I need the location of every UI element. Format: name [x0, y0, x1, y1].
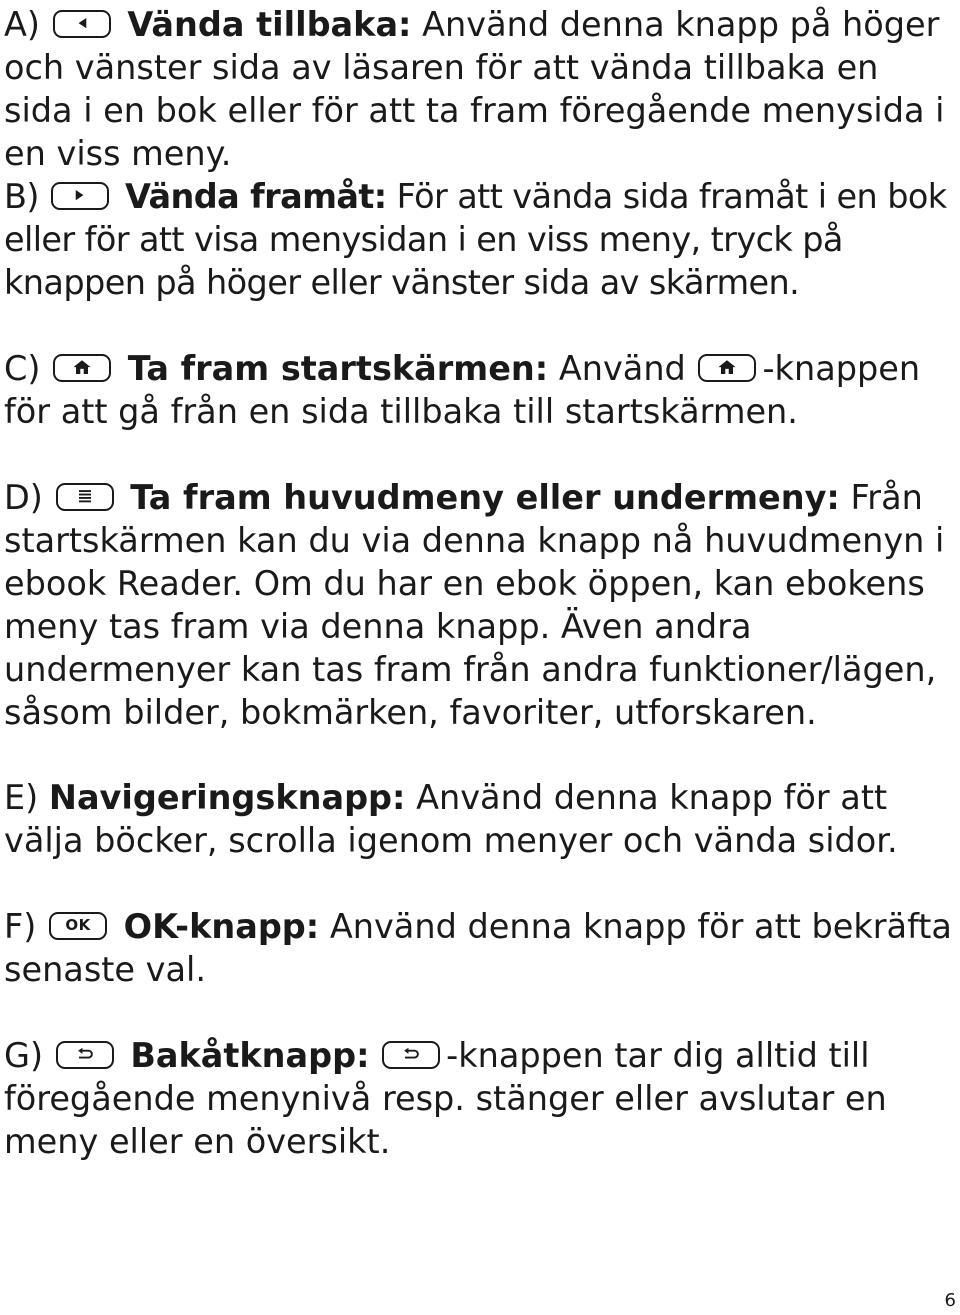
item-body-pre: Använd	[548, 349, 697, 388]
back-icon	[382, 1041, 440, 1069]
item-body: För att vända sida framåt i en bok eller för att visa menysidan i en viss meny, tryck på knappen på höger eller vänster sida av skärmen.	[4, 177, 947, 302]
item-letter: A)	[4, 5, 40, 44]
item-title: Ta fram startskärmen:	[127, 349, 549, 388]
home-icon	[698, 354, 756, 382]
item-title: Vända tillbaka:	[127, 5, 412, 44]
item-b	[4, 175, 952, 304]
menu-icon	[56, 483, 114, 511]
home-icon	[53, 354, 111, 382]
arrow-right-icon	[51, 182, 109, 210]
item-letter: C)	[4, 349, 41, 388]
item-title: Bakåtknapp:	[130, 1036, 370, 1075]
item-d	[4, 476, 952, 734]
item-body: Använd denna knapp för att välja böcker, scrolla igenom menyer och vända sidor.	[4, 778, 898, 860]
item-letter: G)	[4, 1036, 44, 1075]
item-body: -knappen tar dig alltid till föregående menynivå resp. stänger eller avslutar en meny eller en översikt.	[4, 1036, 887, 1161]
item-letter: D)	[4, 478, 43, 517]
item-title: Ta fram huvudmeny eller undermeny:	[130, 478, 840, 517]
item-title: Vända framåt:	[124, 177, 387, 216]
item-body: -knappen för att gå från en sida tillbaka till startskärmen.	[4, 349, 921, 431]
item-letter: B)	[4, 177, 39, 216]
item-g	[4, 1034, 952, 1163]
page-number: 6	[944, 1290, 956, 1311]
item-letter: F)	[4, 907, 37, 946]
ok-icon-label: OK	[65, 915, 91, 934]
item-body: Använd denna knapp på höger och vänster sida av läsaren för att vända tillbaka en sida i en bok eller för att ta fram föregående menysida i en viss meny.	[4, 5, 945, 173]
item-body: Använd denna knapp för att bekräfta senaste val.	[4, 907, 952, 989]
item-title: OK-knapp:	[123, 907, 320, 946]
item-e	[4, 776, 952, 862]
item-f	[4, 905, 952, 991]
item-letter: E)	[4, 778, 39, 817]
item-title: Navigeringsknapp:	[48, 778, 406, 817]
ok-icon	[49, 912, 107, 940]
item-c	[4, 347, 952, 433]
item-body: Från startskärmen kan du via denna knapp nå huvudmenyn i ebook Reader. Om du har en ebok öppen, kan ebokens meny tas fram via denna knapp. Även andra undermenyer kan tas fram från andra funktioner/lägen, såsom bilder, bokmärken, favoriter, utforskaren.	[4, 478, 945, 732]
item-a	[4, 3, 952, 175]
arrow-left-icon	[53, 10, 111, 38]
back-icon	[56, 1041, 114, 1069]
